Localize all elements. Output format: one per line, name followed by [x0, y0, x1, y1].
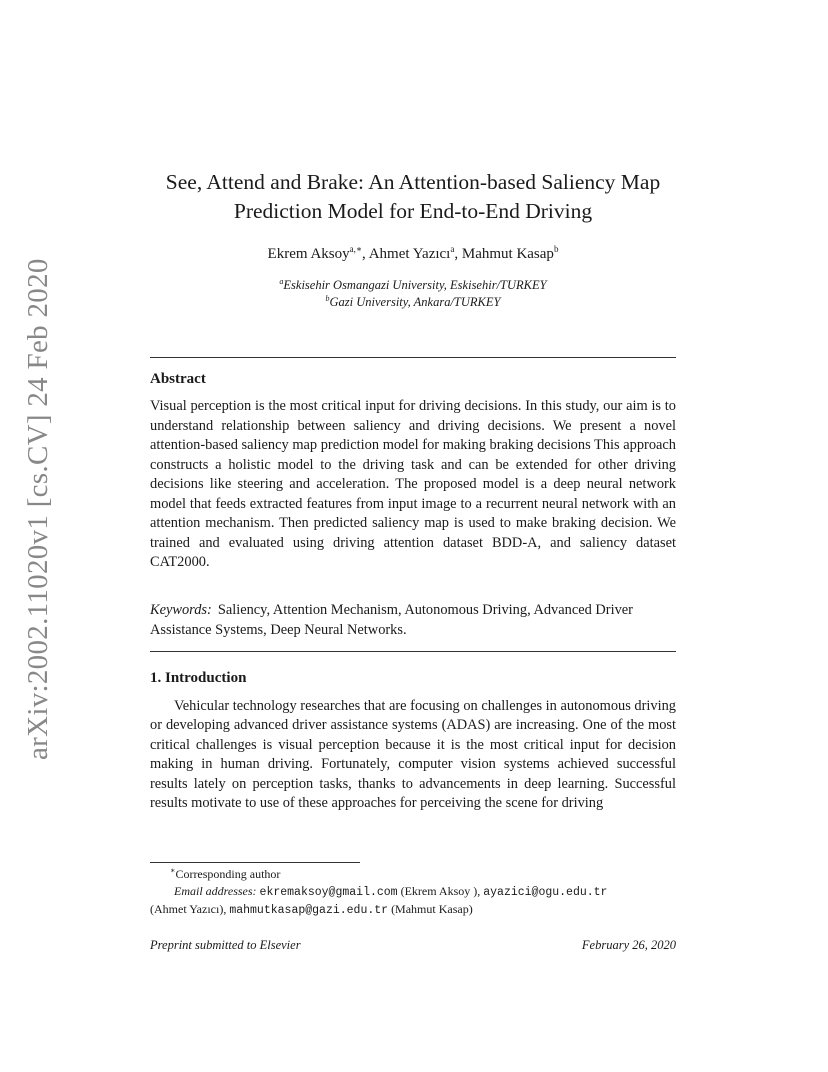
- footnote: [150, 866, 676, 920]
- email-owner: (Ekrem Aksoy ),: [400, 883, 481, 898]
- preprint-notice: Preprint submitted to Elsevier: [150, 938, 301, 952]
- email-label: Email addresses:: [174, 883, 257, 898]
- abstract-bottom-rule: [150, 651, 676, 652]
- email-link[interactable]: ekremaksoy@gmail.com: [259, 885, 398, 899]
- author-name: Mahmut Kasap: [461, 246, 554, 262]
- author-separator: ,: [362, 246, 369, 262]
- section-heading-introduction: 1. Introduction: [150, 670, 247, 686]
- keywords: [150, 601, 676, 640]
- abstract-body: Visual perception is the most critical input for driving decisions. In this study, our aim is to understand relationship between saliency and driving decisions. We present a novel attention-based saliency map prediction model for making braking decisions This approach constructs a holistic model to the driving task and can be extended for other driving decisions like steering and acceleration. The proposed model is a deep neural network model that feeds extracted features from input image to a recurrent neural network with an attention mechanism. Then predicted saliency map is used to make braking decision. We trained and evaluated using driving attention dataset BDD-A, and saliency dataset CAT2000.: [150, 398, 676, 570]
- footnote-emails-continued: [150, 901, 676, 920]
- affiliation: [150, 294, 676, 310]
- footnote-corresponding: [150, 866, 676, 883]
- author-affiliation-mark: a: [450, 244, 455, 254]
- footnote-corresponding-text: Corresponding author: [175, 867, 281, 881]
- author-affiliation-mark: a,∗: [349, 244, 362, 254]
- affiliation-mark: b: [325, 293, 330, 303]
- abstract-heading: Abstract: [150, 371, 206, 387]
- arxiv-identifier[interactable]: arXiv:2002.11020v1 [cs.CV] 24 Feb 2020: [22, 258, 54, 760]
- author-name: Ekrem Aksoy: [267, 246, 350, 262]
- affiliation: [150, 277, 676, 293]
- email-owner: (Ahmet Yazıcı),: [150, 902, 227, 916]
- email-link[interactable]: mahmutkasap@gazi.edu.tr: [229, 904, 389, 917]
- introduction-body: Vehicular technology researches that are focusing on challenges in autonomous driving or developing advanced driver assistance systems (ADAS) are increasing. One of the most critical challenges is visual perception because it is the most critical input for decision making in human driving. Fortunately, computer vision systems achieved successful results lately on perception tasks, thanks to advancements in deep learning. Successful results motivate to use of these approaches for perceiving the scene for driving: [150, 698, 676, 812]
- footnote-rule: [150, 862, 360, 863]
- affiliation-text: Eskisehir Osmangazi University, Eskisehir/TURKEY: [283, 278, 547, 292]
- submission-date: February 26, 2020: [581, 938, 676, 952]
- footnote-mark: ∗: [170, 866, 176, 875]
- author-separator: ,: [454, 246, 462, 262]
- author-name: Ahmet Yazıcı: [368, 246, 451, 262]
- affiliation-mark: a: [279, 276, 284, 286]
- footnote-emails: [150, 883, 676, 902]
- keywords-label: Keywords:: [150, 602, 212, 618]
- author-affiliation-mark: b: [553, 244, 559, 254]
- author-list: [150, 244, 676, 264]
- email-link[interactable]: ayazici@ogu.edu.tr: [483, 885, 608, 899]
- affiliation-text: Gazi University, Ankara/TURKEY: [329, 295, 501, 309]
- paper-title: See, Attend and Brake: An Attention-based Saliency Map Prediction Model for End-to-End Driving: [165, 170, 661, 223]
- email-owner: (Mahmut Kasap): [391, 902, 473, 916]
- abstract-top-rule: [150, 357, 676, 358]
- keywords-list: Saliency, Attention Mechanism, Autonomous Driving, Advanced Driver Assistance Systems, Deep Neural Networks.: [150, 602, 633, 638]
